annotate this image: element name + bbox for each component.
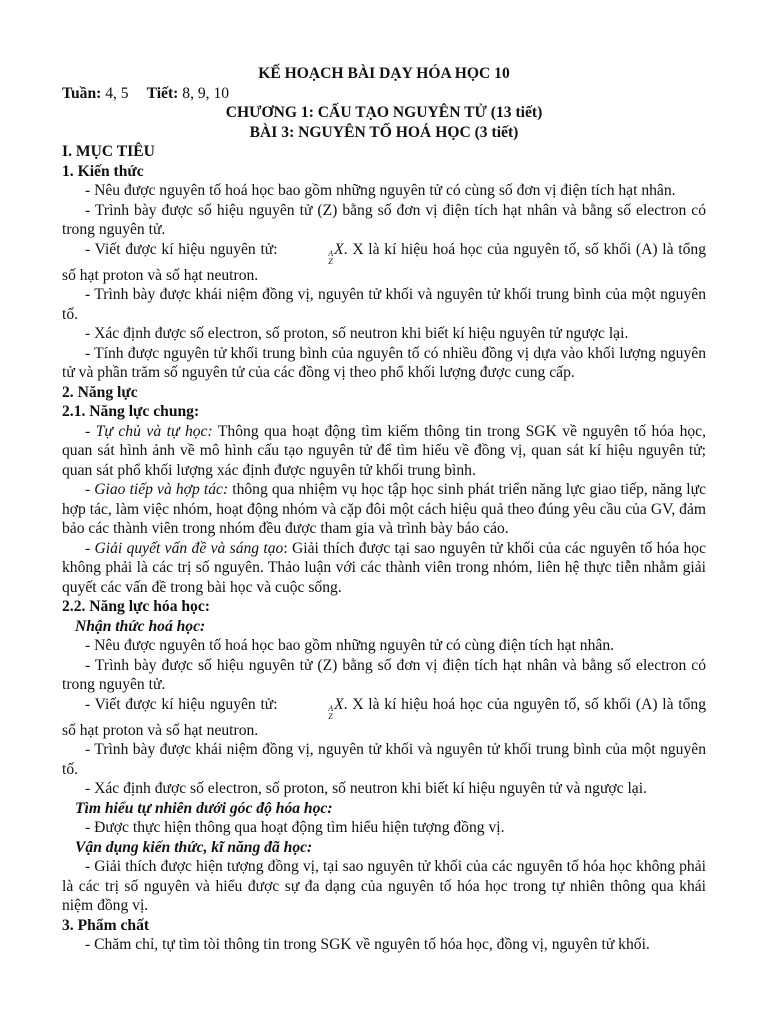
cognition-item: - Trình bày được số hiệu nguyên tử (Z) bằng số đơn vị điện tích hạt nhân và bằng số electron có trong nguyên tử.	[62, 656, 706, 693]
knowledge-item: - Nêu được nguyên tố hoá học bao gồm những nguyên tử có cùng số đơn vị điện tích hạt nhân.	[85, 182, 676, 199]
general-competence-item	[62, 480, 706, 539]
cognition-item: - Nêu được nguyên tố hoá học bao gồm những nguyên tử có cùng điện tích hạt nhân.	[85, 637, 615, 654]
week-label: Tuần:	[62, 84, 102, 102]
atomic-symbol	[282, 695, 343, 721]
cognition-item-text: - Viết được kí hiệu nguyên tử:	[85, 695, 283, 713]
general-competence-item	[62, 539, 706, 598]
period-info	[147, 84, 229, 104]
mass-number: A	[328, 703, 334, 713]
week-period-row	[62, 84, 706, 104]
cognition-item: - Trình bày được khái niệm đồng vị, nguyên tử khối và nguyên tử khối trung bình của một nguyên tố.	[62, 741, 706, 778]
chapter-title: CHƯƠNG 1: CẤU TẠO NGUYÊN TỬ (13 tiết)	[225, 104, 543, 121]
period-value: 8, 9, 10	[178, 84, 230, 102]
lesson-title: BÀI 3: NGUYÊN TỐ HOÁ HỌC (3 tiết)	[249, 123, 519, 141]
cognition-item: - Xác định được số electron, số proton, số neutron khi biết kí hiệu nguyên tử và ngược lại.	[85, 780, 647, 797]
nature-item: - Được thực hiện thông qua hoạt động tìm hiểu hiện tượng đồng vị.	[85, 819, 505, 836]
competence-label: - Giao tiếp và hợp tác:	[85, 481, 229, 498]
section-objectives-heading: I. MỤC TIÊU	[62, 143, 155, 160]
qualities-item: - Chăm chỉ, tự tìm tòi thông tin trong SGK về nguyên tố hóa học, đồng vị, nguyên tử khối.	[85, 936, 650, 953]
knowledge-item: - Trình bày được khái niệm đồng vị, nguyên tử khối và nguyên tử khối trung bình của một nguyên tố.	[62, 286, 706, 323]
atomic-number: Z	[328, 711, 333, 721]
atomic-symbol	[282, 240, 343, 266]
knowledge-item-text: . X là kí hiệu hoá học của nguyên tố, số khối (A) là tổng số hạt proton và số hạt neutron.	[62, 240, 706, 284]
competence-heading: 2. Năng lực	[62, 383, 138, 401]
element-letter: X	[334, 695, 344, 713]
competence-text: Thông qua hoạt động tìm kiếm thông tin trong SGK về nguyên tố hóa học, quan sát hình ảnh về mô hình cấu tạo nguyên tử để tìm hiểu về đồng vị, quan sát kí hiệu nguyên tử; quan sát phổ khối lượng xác định được nguyên tử khối trung bình.	[62, 422, 706, 479]
competence-text: thông qua nhiệm vụ học tập học sinh phát triển năng lực giao tiếp, năng lực hợp tác, làm việc nhóm, hoạt động nhóm và cặp đôi một cách hiệu quả theo đúng yêu cầu của GV, đảm bảo các thành viên trong nhóm đều được tham gia và trình bày báo cáo.	[62, 481, 706, 537]
general-competence-heading: 2.1. Năng lực chung:	[62, 403, 200, 420]
application-item: - Giải thích được hiện tượng đồng vị, tại sao nguyên tử khối của các nguyên tố hóa học không phải là các trị số nguyên và hiểu được sự đa dạng của nguyên tố hóa học trong tự nhiên thông qua khái niệm đồng vị.	[62, 858, 706, 914]
knowledge-item: - Xác định được số electron, số proton, số neutron khi biết kí hiệu nguyên tử ngược lại.	[85, 325, 629, 342]
period-label: Tiết:	[146, 84, 179, 102]
general-competence-item	[62, 422, 706, 481]
competence-label: - Tự chủ và tự học:	[85, 422, 213, 440]
element-letter: X	[334, 240, 344, 258]
cognition-item	[62, 695, 706, 741]
competence-text: : Giải thích được tại sao nguyên tử khối của các nguyên tố hóa học không phải là các trị số nguyên. Thảo luận với các thành viên trong nhóm, liên hệ thực tiễn nhằm giải quyết các vấn đề trong bài học và cuộc sống.	[62, 539, 707, 596]
knowledge-heading: 1. Kiến thức	[62, 162, 144, 180]
nature-heading: Tìm hiểu tự nhiên dưới góc độ hóa học:	[75, 799, 333, 817]
knowledge-item: - Tính được nguyên tử khối trung bình của nguyên tố có nhiều đồng vị dựa vào khối lượng nguyên tử và phần trăm số nguyên tử của các đồng vị theo phổ khối lượng được cung cấp.	[62, 344, 706, 381]
knowledge-item	[62, 240, 706, 286]
application-heading: Vận dụng kiến thức, kĩ năng đã học:	[75, 838, 313, 856]
mass-number: A	[328, 248, 334, 258]
week-info	[62, 84, 129, 104]
week-value: 4, 5	[101, 84, 129, 102]
competence-label: - Giải quyết vấn đề và sáng tạo	[85, 539, 284, 557]
chemistry-competence-heading: 2.2. Năng lực hóa học:	[62, 598, 210, 615]
cognition-heading: Nhận thức hoá học:	[75, 617, 206, 635]
atomic-number: Z	[328, 256, 333, 266]
document-title: KẾ HOẠCH BÀI DẠY HÓA HỌC 10	[258, 65, 510, 82]
cognition-item-text: . X là kí hiệu hoá học của nguyên tố, số khối (A) là tổng số hạt proton và số hạt neutron.	[62, 695, 706, 739]
document-page	[62, 64, 706, 955]
knowledge-item-text: - Viết được kí hiệu nguyên tử:	[85, 240, 283, 258]
knowledge-item: - Trình bày được số hiệu nguyên tử (Z) bằng số đơn vị điện tích hạt nhân và bằng số electron có trong nguyên tử.	[62, 201, 706, 238]
qualities-heading: 3. Phẩm chất	[62, 916, 150, 934]
